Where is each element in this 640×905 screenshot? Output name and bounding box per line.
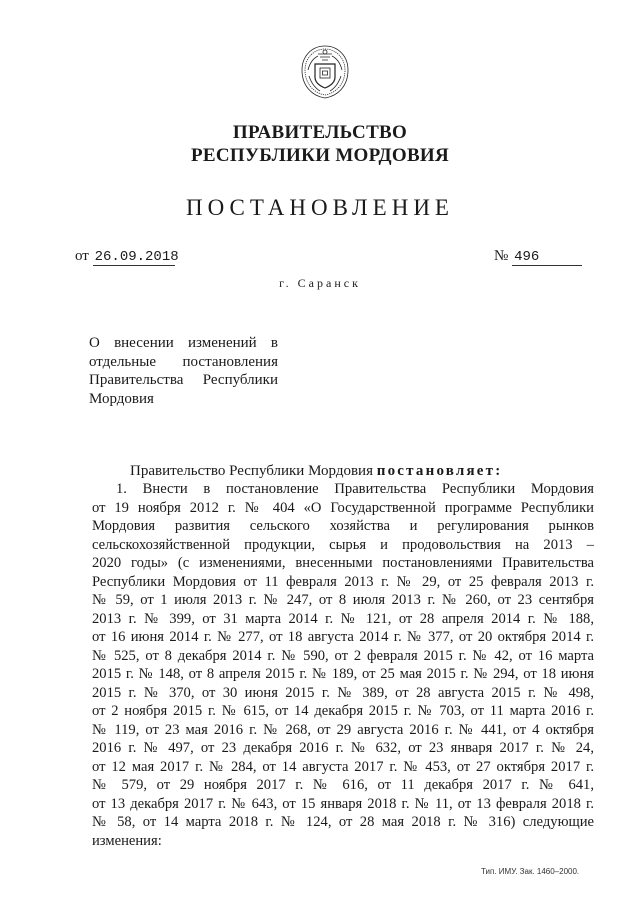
body-line: от 19 ноября 2012 г. № 404 «О Государственной программе Республики	[92, 499, 594, 516]
body-line: сельскохозяйственной продукции, сырья и продовольствия на 2013 –	[92, 536, 594, 553]
number-prefix: №	[494, 248, 509, 264]
body-line: Мордовия развития сельского хозяйства и регулирования рынков	[92, 518, 594, 534]
body-line: от 16 июня 2014 г. № 277, от 18 августа 2014 г. № 377, от 20 октября 2014 г.	[92, 629, 594, 645]
date-prefix: от	[75, 248, 89, 264]
preamble-emphasis: постановляет:	[376, 463, 503, 479]
city-label: г. Саранск	[279, 276, 361, 290]
body-line: 2015 г. № 148, от 8 апреля 2015 г. № 189, от 25 мая 2015 г. № 294, от 18 июня	[92, 666, 594, 682]
document-subject	[89, 334, 278, 408]
subject-line: отдельные постановления	[89, 353, 278, 370]
body-line: от 13 декабря 2017 г. № 643, от 15 января 2018 г. № 11, от 13 февраля 2018 г.	[92, 795, 594, 812]
body-line: 1. Внести в постановление Правительства Республики Мордовия	[116, 481, 594, 497]
body-line: 2020 годы» (с изменениями, внесенными постановлениями Правительства	[92, 555, 594, 571]
subject-line: Правительства Республики	[89, 372, 278, 388]
body-line: № 579, от 29 ноября 2017 г. № 616, от 11 декабря 2017 г. № 641,	[92, 777, 594, 793]
document-number	[494, 248, 582, 266]
number-value: 496	[512, 249, 582, 266]
preamble-text: Правительство Республики Мордовия	[130, 463, 377, 479]
body-line: № 58, от 14 марта 2018 г. № 124, от 28 мая 2018 г. № 316) следующие	[92, 814, 594, 830]
body-line: от 12 мая 2017 г. № 284, от 14 августа 2017 г. № 453, от 27 октября 2017 г.	[92, 758, 594, 775]
body-line: № 119, от 23 мая 2016 г. № 268, от 29 августа 2016 г. № 441, от 4 октября	[92, 721, 594, 738]
republic-title: РЕСПУБЛИКИ МОРДОВИЯ	[190, 145, 450, 166]
document-body	[92, 480, 594, 850]
body-line: Республики Мордовия от 11 февраля 2013 г. № 29, от 25 февраля 2013 г.	[92, 573, 594, 590]
government-title: ПРАВИТЕЛЬСТВО	[232, 122, 408, 143]
document-type: ПОСТАНОВЛЕНИЕ	[186, 195, 454, 220]
print-mark: Тип. ИМУ. Зак. 1460–2000.	[481, 867, 580, 876]
subject-line: Мордовия	[89, 390, 154, 407]
coat-of-arms-icon	[298, 44, 352, 100]
body-line: 2015 г. № 370, от 30 июня 2015 г. № 389, от 28 августа 2015 г. № 498,	[92, 684, 594, 701]
body-line: 2013 г. № 399, от 31 марта 2014 г. № 121, от 28 апреля 2014 г. № 188,	[92, 610, 594, 627]
body-line: от 2 ноября 2015 г. № 615, от 14 декабря 2015 г. № 703, от 11 марта 2016 г.	[92, 703, 594, 719]
body-line: № 525, от 8 декабря 2014 г. № 590, от 2 февраля 2015 г. № 42, от 16 марта	[92, 647, 594, 664]
date-value: 26.09.2018	[94, 249, 179, 265]
subject-line: О внесении изменений в	[89, 335, 278, 351]
body-line: № 59, от 1 июля 2013 г. № 247, от 8 июля 2013 г. № 260, от 23 сентября	[92, 592, 594, 608]
body-line: изменения:	[92, 832, 162, 849]
body-line: 2016 г. № 497, от 23 декабря 2016 г. № 632, от 23 января 2017 г. № 24,	[92, 740, 594, 756]
document-date	[75, 248, 179, 266]
preamble	[130, 462, 502, 480]
